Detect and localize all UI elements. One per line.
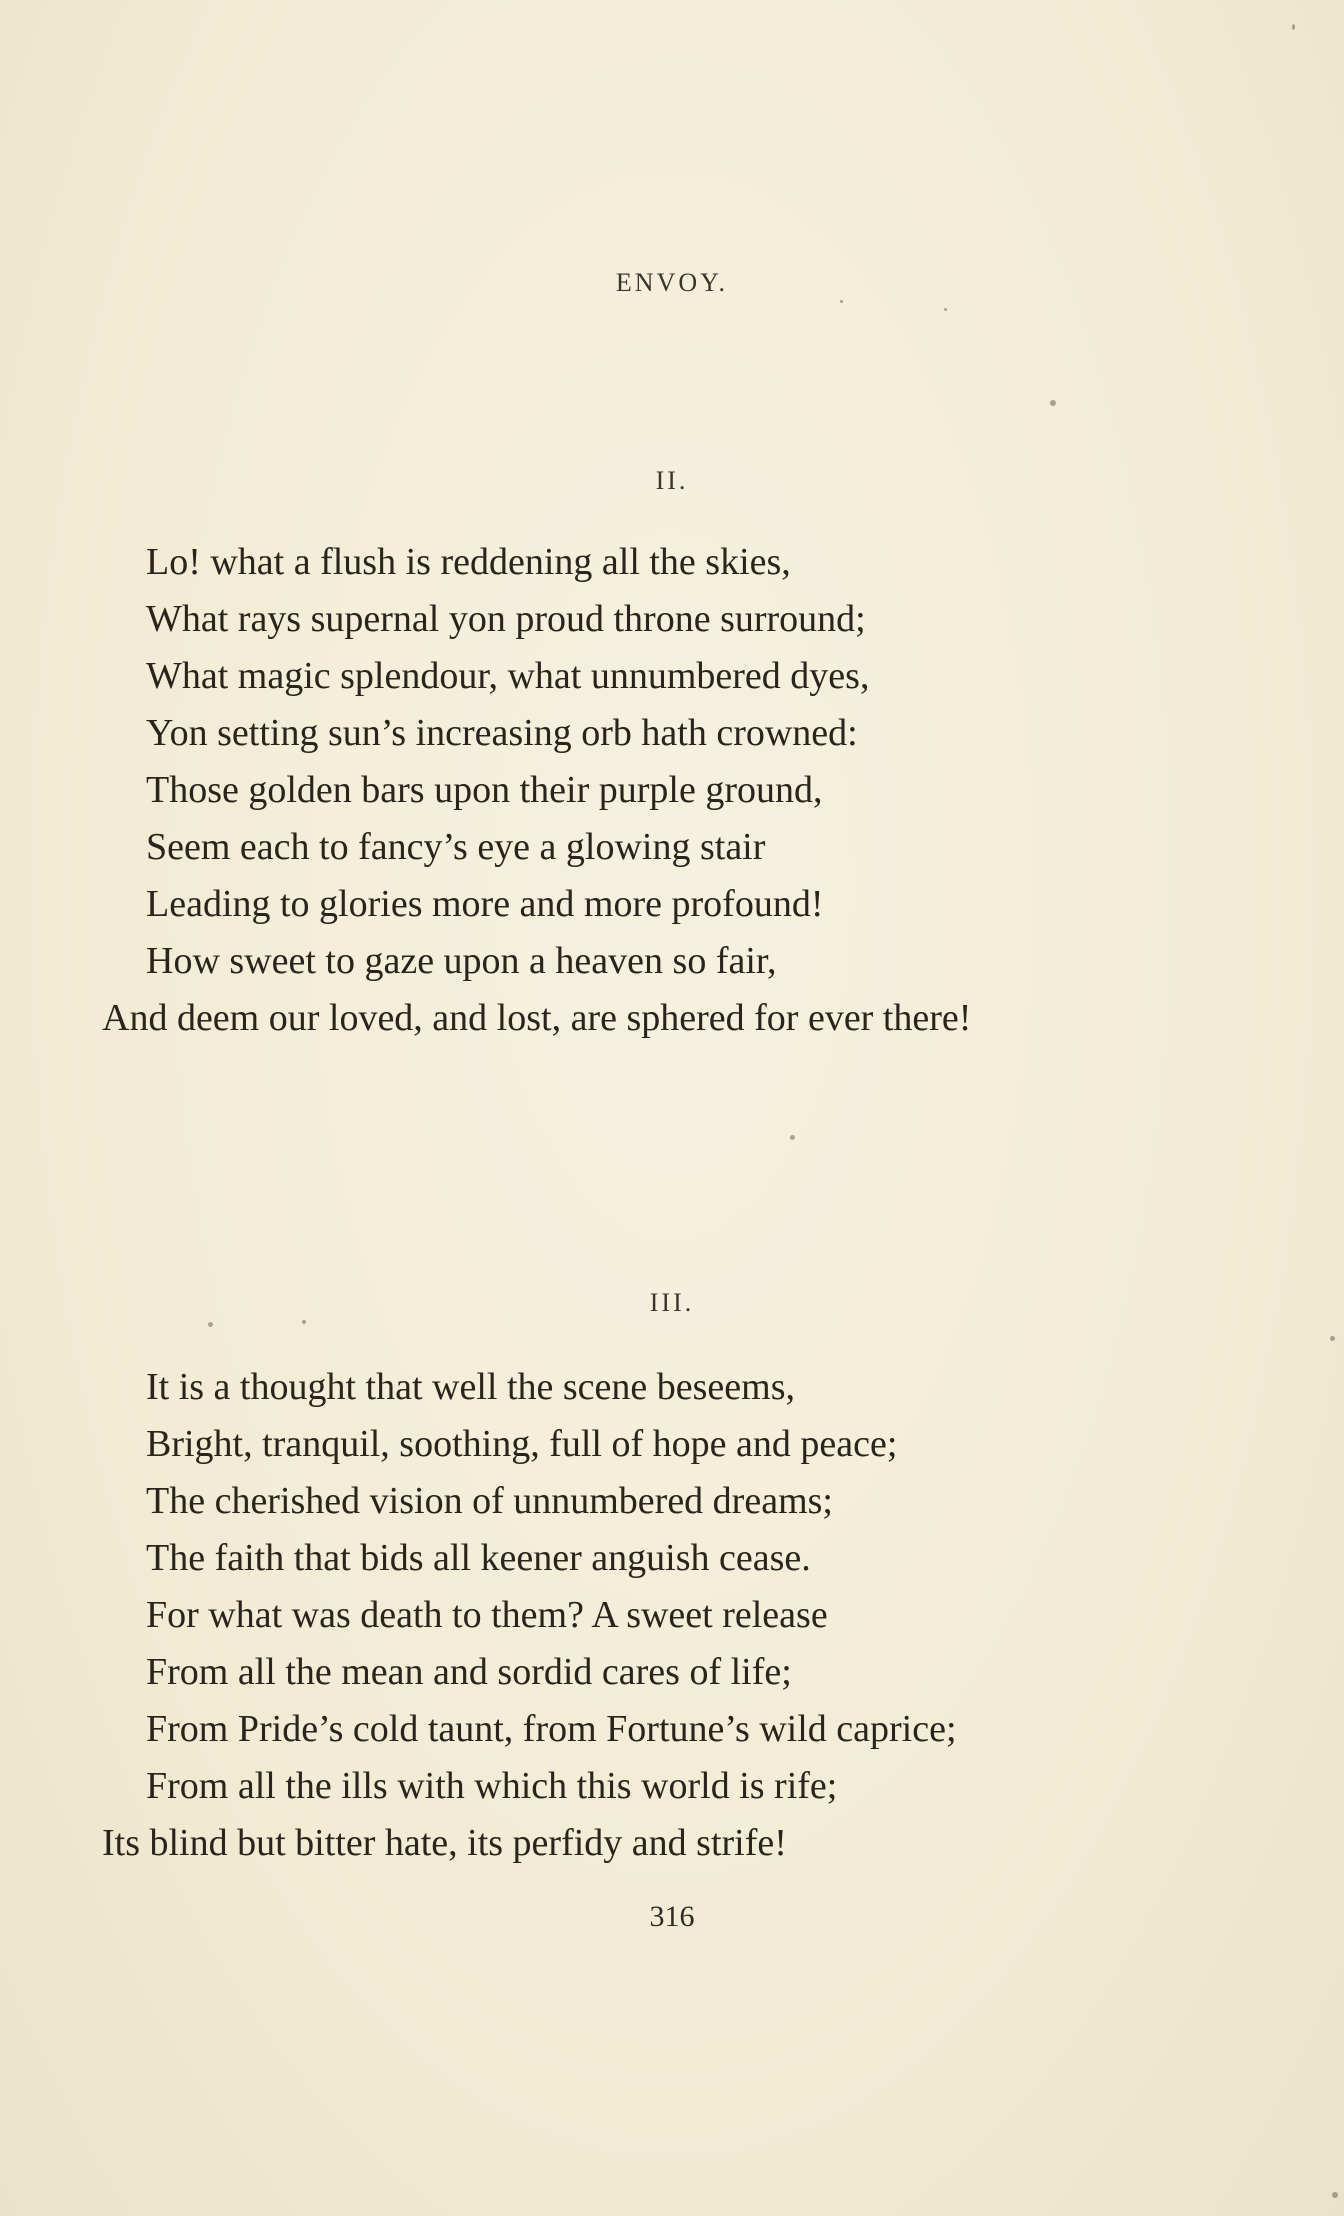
- paper-speck: [790, 1135, 795, 1140]
- verse-line: The faith that bids all keener anguish cease.: [146, 1537, 811, 1579]
- verse-line: How sweet to gaze upon a heaven so fair,: [146, 940, 777, 982]
- paper-speck: [1330, 1336, 1335, 1341]
- running-head: ENVOY.: [615, 268, 729, 297]
- paper-speck: [1050, 400, 1056, 406]
- page-number: 316: [649, 1900, 695, 1933]
- verse-line: Its blind but bitter hate, its perfidy and strife!: [102, 1822, 787, 1864]
- stanza-number-ii: II.: [655, 466, 689, 495]
- verse-line: From all the ills with which this world is rife;: [146, 1765, 838, 1807]
- verse-line: Leading to glories more and more profound!: [146, 883, 824, 925]
- verse-line: From all the mean and sordid cares of life;: [146, 1651, 792, 1693]
- verse-line: Seem each to fancy’s eye a glowing stair: [146, 826, 766, 868]
- paper-speck: [944, 308, 947, 311]
- verse-line: What magic splendour, what unnumbered dyes,: [146, 655, 870, 697]
- verse-line: It is a thought that well the scene beseems,: [146, 1366, 795, 1408]
- verse-line: Yon setting sun’s increasing orb hath crowned:: [146, 712, 858, 754]
- verse-line: And deem our loved, and lost, are sphered for ever there!: [102, 997, 972, 1039]
- paper-speck: [302, 1320, 306, 1324]
- paper-speck: [1292, 24, 1295, 30]
- paper-speck: [208, 1322, 213, 1327]
- verse-line: From Pride’s cold taunt, from Fortune’s wild caprice;: [146, 1708, 957, 1750]
- verse-line: Those golden bars upon their purple ground,: [146, 769, 823, 811]
- verse-line: Lo! what a flush is reddening all the skies,: [146, 541, 791, 583]
- paper-speck: [1332, 2192, 1338, 2198]
- verse-line: For what was death to them? A sweet release: [146, 1594, 828, 1636]
- paper-speck: [840, 300, 843, 303]
- verse-line: What rays supernal yon proud throne surround;: [146, 598, 866, 640]
- verse-line: Bright, tranquil, soothing, full of hope and peace;: [146, 1423, 898, 1465]
- stanza-number-iii: III.: [649, 1288, 695, 1317]
- verse-line: The cherished vision of unnumbered dreams;: [146, 1480, 833, 1522]
